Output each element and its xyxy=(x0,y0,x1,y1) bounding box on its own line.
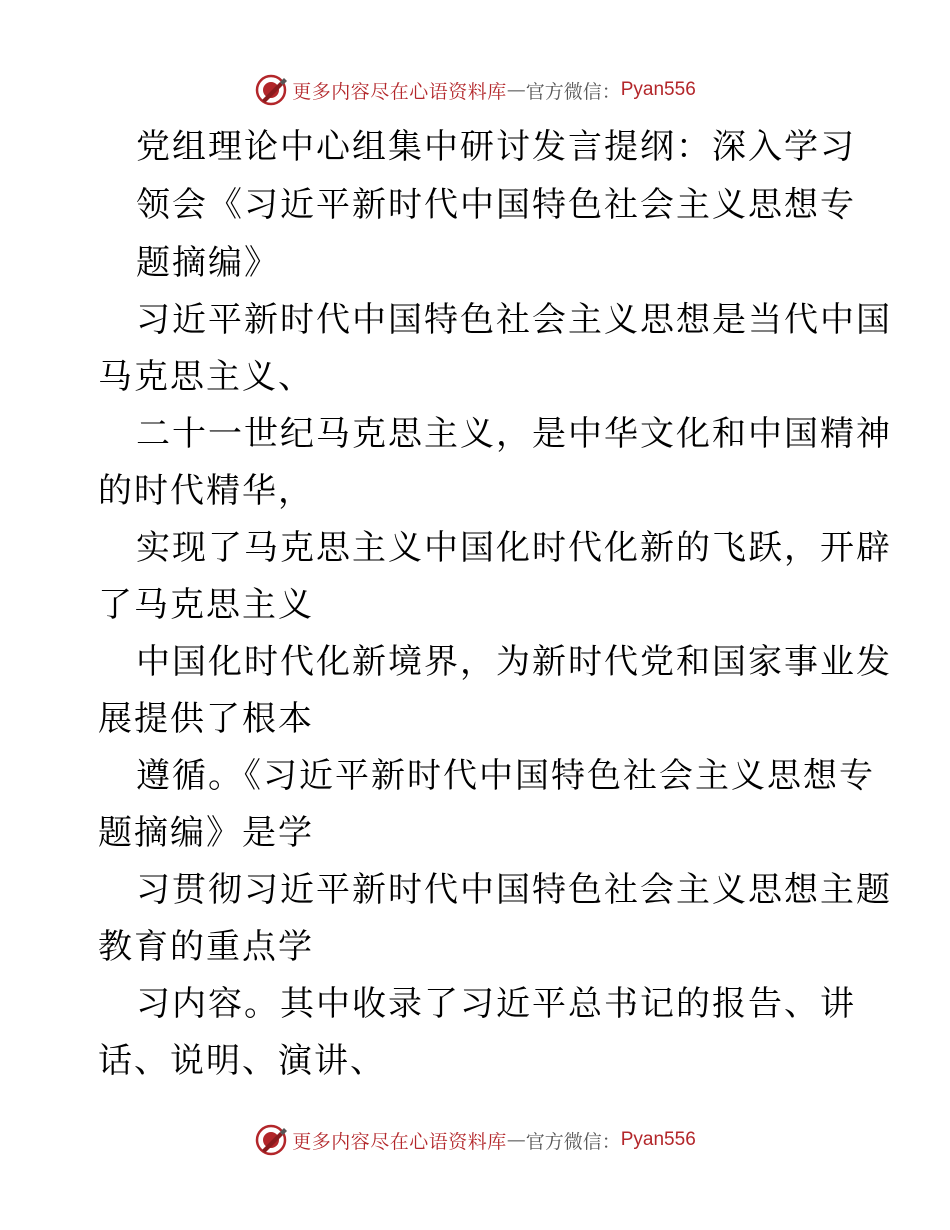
paragraph-4 xyxy=(98,634,892,748)
paragraph-4-line-1: 中国化时代化新境界，为新时代党和国家事业发 xyxy=(136,642,892,682)
paragraph-2-line-2: 的时代精华， xyxy=(98,471,314,511)
paragraph-3 xyxy=(98,520,892,634)
wechat-label: 官方微信： xyxy=(525,80,621,103)
watermark-text: 更多内容尽在心语资料库 xyxy=(292,80,507,103)
paragraph-2-line-1: 二十一世纪马克思主义，是中华文化和中国精神 xyxy=(136,414,892,454)
paragraph-7-line-2: 话、说明、演讲、 xyxy=(98,1041,386,1081)
watermark-separator: — xyxy=(506,79,526,101)
wechat-id: Pyan556 xyxy=(620,1129,696,1150)
watermark-text: 更多内容尽在心语资料库 xyxy=(292,1130,507,1153)
paragraph-5-line-1: 遵循。《习近平新时代中国特色社会主义思想专 xyxy=(136,756,875,796)
watermark-group xyxy=(254,73,696,107)
paragraph-5-line-2: 题摘编》是学 xyxy=(98,813,314,853)
paragraph-3-line-2: 了马克思主义 xyxy=(98,585,314,625)
paragraph-3-line-1: 实现了马克思主义中国化时代化新的飞跃，开辟 xyxy=(136,528,892,568)
paragraph-7-line-1: 习内容。其中收录了习近平总书记的报告、讲 xyxy=(136,984,856,1024)
watermark-group xyxy=(254,1123,696,1157)
paragraph-7 xyxy=(98,976,858,1090)
document-title-line-2: 领会《习近平新时代中国特色社会主义思想专 xyxy=(136,185,856,225)
wechat-id: Pyan556 xyxy=(620,79,696,100)
pen-seal-logo-icon xyxy=(254,1123,288,1157)
footer-watermark xyxy=(0,1120,950,1160)
paragraph-1-line-1: 习近平新时代中国特色社会主义思想是当代中国 xyxy=(136,300,892,340)
document-title-line-1: 党组理论中心组集中研讨发言提纲：深入学习 xyxy=(136,127,856,167)
paragraph-2 xyxy=(98,406,892,520)
watermark-separator: — xyxy=(506,1129,526,1151)
paragraph-6-line-2: 教育的重点学 xyxy=(98,927,314,967)
document-title-line-3: 题摘编》 xyxy=(136,243,280,283)
paragraph-1 xyxy=(98,292,892,406)
paragraph-6-line-1: 习贯彻习近平新时代中国特色社会主义思想主题 xyxy=(136,870,892,910)
paragraph-5 xyxy=(98,748,875,862)
paragraph-4-line-2: 展提供了根本 xyxy=(98,699,314,739)
paragraph-6 xyxy=(98,862,892,976)
header-watermark xyxy=(0,70,950,110)
pen-seal-logo-icon xyxy=(254,73,288,107)
wechat-label: 官方微信： xyxy=(525,1130,621,1153)
document-body xyxy=(98,118,892,1090)
paragraph-1-line-2: 马克思主义、 xyxy=(98,357,314,397)
